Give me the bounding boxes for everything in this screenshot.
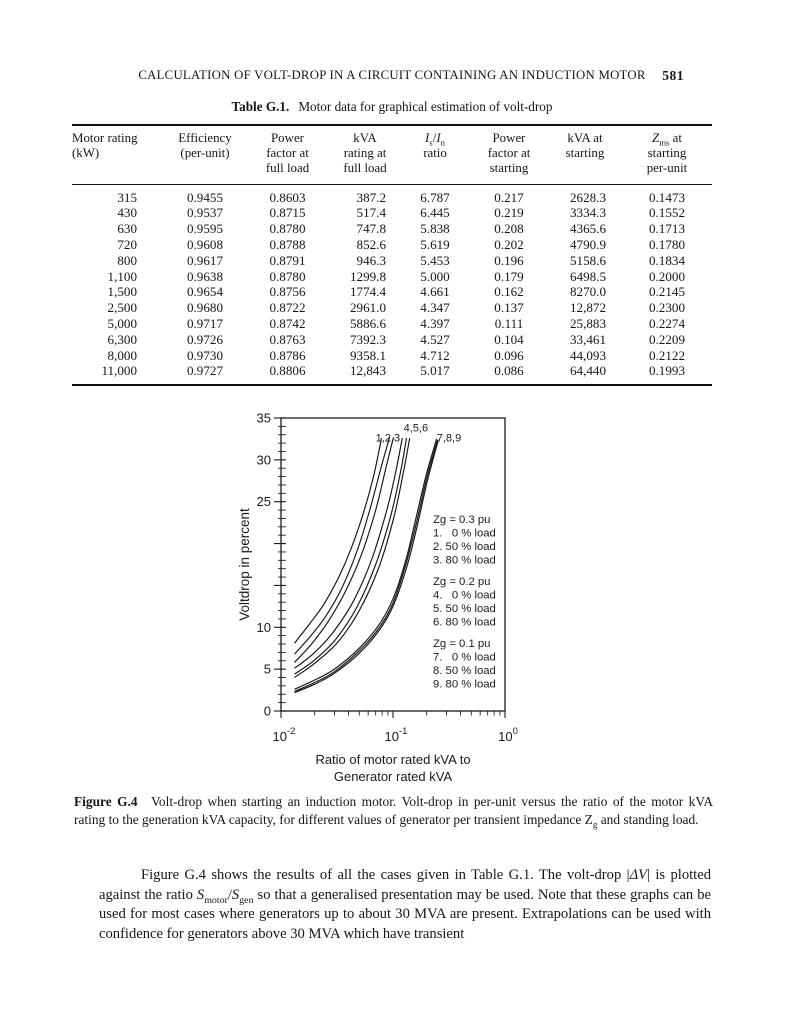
table-cell: 0.9608 <box>186 237 223 252</box>
y-axis-title: Voltdrop in percent <box>237 508 252 621</box>
legend-title: Zg = 0.1 pu <box>433 638 491 650</box>
x-axis <box>273 711 518 784</box>
table-cell: 6.787 <box>420 189 450 205</box>
table-cell: 0.9727 <box>186 363 223 379</box>
table-cell: 0.9617 <box>186 252 223 268</box>
table-cell: 0.208 <box>494 221 524 237</box>
legend-item: 9. 80 % load <box>433 678 496 691</box>
x-axis-title: Generator rated kVA <box>333 769 453 784</box>
table-cell: 4365.6 <box>569 221 606 237</box>
table-cell: 4.397 <box>420 315 450 331</box>
column-header: kVA at starting <box>548 125 622 184</box>
table-cell: 0.219 <box>494 205 524 221</box>
table-cell: 0.9680 <box>186 300 223 316</box>
curve-4 <box>295 438 403 668</box>
table-cell: 11,000 <box>101 363 137 379</box>
curve-group-label: 4,5,6 <box>403 422 429 435</box>
table-cell: 0.9726 <box>186 331 223 347</box>
table-cell: 25,883 <box>569 315 606 331</box>
table-cell: 0.9455 <box>186 189 223 205</box>
page-title: CALCULATION OF VOLT-DROP IN A CIRCUIT CONTAINING AN INDUCTION MOTOR <box>138 68 646 82</box>
legend <box>433 514 496 691</box>
motor-data-table <box>72 124 712 386</box>
table-cell: 12,872 <box>569 300 606 316</box>
page-number: 581 <box>662 68 684 83</box>
table-cell: 33,461 <box>569 331 606 347</box>
table-cell: 1,100 <box>107 268 137 284</box>
table-cell: 0.9638 <box>186 268 223 284</box>
y-tick-label: 25 <box>256 494 271 510</box>
table-cell: 0.104 <box>494 331 524 347</box>
table-cell: 4.347 <box>420 300 450 316</box>
figure-chart-svg <box>230 403 578 795</box>
table-cell: 4790.9 <box>569 237 606 252</box>
table-cell: 5.000 <box>420 268 450 284</box>
column-header: kVA rating at full load <box>330 125 400 184</box>
table-title-text: Motor data for graphical estimation of volt-drop <box>298 99 553 114</box>
table-cell: 44,093 <box>569 347 606 363</box>
table-cell: 5.619 <box>420 237 450 252</box>
legend-item: 5. 50 % load <box>433 603 496 615</box>
table-cell: 0.1834 <box>648 252 685 268</box>
x-axis-title: Ratio of motor rated kVA to <box>315 752 471 767</box>
legend-item: 8. 50 % load <box>433 665 496 677</box>
table-cell: 0.202 <box>494 237 524 252</box>
column-header: $Z_{ms}$ at starting per-unit <box>622 125 712 184</box>
table-cell: 7392.3 <box>349 331 386 347</box>
table-cell: 0.8780 <box>269 221 306 237</box>
table-cell: 0.2122 <box>648 347 685 363</box>
legend-item: 7. 0 % load <box>433 651 496 664</box>
curve-5 <box>295 438 407 674</box>
table-cell: 0.1713 <box>648 221 685 237</box>
y-tick-label: 5 <box>263 661 271 677</box>
table-cell: 4.661 <box>420 284 450 300</box>
table-cell: 4.527 <box>420 331 450 347</box>
curve-group-labels <box>376 422 462 444</box>
table-cell: 0.137 <box>494 300 524 316</box>
y-axis <box>237 411 286 719</box>
y-tick-label: 10 <box>256 619 271 635</box>
table-cell: 0.8722 <box>269 300 306 316</box>
table-cell: 0.086 <box>494 363 524 379</box>
curve-9 <box>295 441 439 693</box>
table-cell: 2961.0 <box>349 300 386 316</box>
table-cell: 3334.3 <box>569 205 606 221</box>
table-cell: 747.8 <box>356 221 386 237</box>
table-cell: 5.453 <box>420 252 450 268</box>
table-cell: 0.096 <box>494 347 524 363</box>
table-cell: 0.2145 <box>648 284 685 300</box>
table-cell: 0.8763 <box>269 331 306 347</box>
table-cell: 0.8756 <box>269 284 306 300</box>
figure-g4 <box>230 403 578 795</box>
table-cell: 517.4 <box>356 205 386 221</box>
column-header: Efficiency (per-unit) <box>165 125 245 184</box>
table-cell: 852.6 <box>356 237 386 252</box>
table-cell: 0.2300 <box>648 300 685 316</box>
legend-item: 4. 0 % load <box>433 589 496 602</box>
table-cell: 0.8742 <box>269 315 306 331</box>
table-title <box>72 99 712 115</box>
y-tick-label: 30 <box>256 452 271 468</box>
table-cell: 4.712 <box>420 347 450 363</box>
table-cell: 9358.1 <box>349 347 386 363</box>
table-header-row <box>72 125 712 184</box>
table-cell: 720 <box>117 237 137 252</box>
motor-table-body <box>72 184 712 384</box>
curve-8 <box>295 440 438 692</box>
table-cell: 0.1993 <box>648 363 685 379</box>
column-header: $I_s/I_n$ ratio <box>400 125 470 184</box>
table-cell: 0.1473 <box>648 189 685 205</box>
legend-title: Zg = 0.3 pu <box>433 514 491 526</box>
table-cell: 800 <box>117 252 137 268</box>
table-cell: 315 <box>117 189 137 205</box>
table-cell: 0.8780 <box>269 268 306 284</box>
x-tick-label: $10^{-1}$ <box>384 726 408 744</box>
legend-item: 6. 80 % load <box>433 616 496 629</box>
curves <box>295 437 439 692</box>
table-cell: 8270.0 <box>569 284 606 300</box>
table-row <box>72 205 712 221</box>
table-cell: 0.217 <box>494 189 524 205</box>
table-row <box>72 300 712 316</box>
legend-item: 1. 0 % load <box>433 527 496 540</box>
column-header: Power factor at full load <box>245 125 330 184</box>
table-row <box>72 184 712 205</box>
table-cell: 0.2000 <box>648 268 685 284</box>
figure-caption: Figure G.4 Volt-drop when starting an induction motor. Volt-drop in per-unit versus the ratio of the motor kVA rating to the generation kVA capacity, for different values of generator per transient impedance $Z_g$ and standing load. <box>74 794 713 830</box>
table-row <box>72 331 712 347</box>
table-cell: 0.9595 <box>186 221 223 237</box>
table-cell: 0.1552 <box>648 205 685 221</box>
table-cell: 0.8715 <box>269 205 306 221</box>
table-cell: 5,000 <box>107 315 137 331</box>
table-cell: 5158.6 <box>569 252 606 268</box>
table-cell: 0.8788 <box>269 237 306 252</box>
legend-item: 3. 80 % load <box>433 554 496 567</box>
legend-title: Zg = 0.2 pu <box>433 576 491 588</box>
x-tick-label: $10^{-2}$ <box>272 726 296 744</box>
table-cell: 0.1780 <box>648 237 685 252</box>
table-cell: 630 <box>117 221 137 237</box>
table-cell: 5886.6 <box>349 315 386 331</box>
table-label: Table G.1. <box>231 99 290 114</box>
x-tick-label: $10^0$ <box>498 726 518 744</box>
body-paragraph: Figure G.4 shows the results of all the cases given in Table G.1. The volt-drop |ΔV| is plotted against the ratio $S_{motor}/S_{gen}$ so that a generalised presentation may be used. Note that these graphs can be used for most cases where generators up to about 30 MVA are present. Extrapolations can be used with confidence for generators above 30 MVA which have transient <box>99 867 712 942</box>
table-cell: 387.2 <box>356 189 386 205</box>
table-cell: 946.3 <box>356 252 386 268</box>
table-row <box>72 268 712 284</box>
table-cell: 1,500 <box>107 284 137 300</box>
table-row <box>72 284 712 300</box>
curve-1 <box>295 438 382 643</box>
table-row <box>72 363 712 385</box>
column-header: Motor rating (kW) <box>72 125 165 184</box>
table-cell: 0.9537 <box>186 205 223 221</box>
y-tick-label: 0 <box>263 703 271 719</box>
curve-group-label: 7,8,9 <box>436 432 462 445</box>
table-cell: 1299.8 <box>349 268 386 284</box>
table-cell: 0.8791 <box>269 252 306 268</box>
legend-item: 2. 50 % load <box>433 541 496 553</box>
table-cell: 0.9730 <box>186 347 223 363</box>
column-header: Power factor at starting <box>470 125 548 184</box>
table-cell: 8,000 <box>107 347 137 363</box>
y-tick-label: 35 <box>256 410 271 426</box>
table-cell: 0.9654 <box>186 284 223 300</box>
table-cell: 2628.3 <box>569 189 606 205</box>
table-row <box>72 253 712 269</box>
table-row <box>72 347 712 363</box>
table-cell: 5.838 <box>420 221 450 237</box>
table-cell: 5.017 <box>420 363 450 379</box>
table-cell: 0.162 <box>494 284 524 300</box>
table-cell: 6,300 <box>107 331 137 347</box>
table-cell: 6498.5 <box>569 268 606 284</box>
table-cell: 0.2274 <box>648 315 685 331</box>
table-cell: 0.179 <box>494 268 524 284</box>
table-cell: 430 <box>117 205 137 221</box>
table-cell: 0.8786 <box>269 347 306 363</box>
table-cell: 0.196 <box>494 252 524 268</box>
table-row <box>72 316 712 332</box>
table-cell: 1774.4 <box>349 284 386 300</box>
curve-6 <box>295 438 410 677</box>
running-head <box>72 68 712 83</box>
curve-group-label: 1,2,3 <box>375 432 401 445</box>
table-cell: 0.111 <box>494 315 524 331</box>
table-cell: 6.445 <box>420 205 450 221</box>
table-row <box>72 221 712 237</box>
table-cell: 0.2209 <box>648 331 685 347</box>
table-cell: 12,843 <box>349 363 386 379</box>
table-cell: 0.9717 <box>186 315 223 331</box>
table-cell: 64,440 <box>569 363 606 379</box>
table-cell: 0.8806 <box>269 363 306 379</box>
table-cell: 2,500 <box>107 300 137 316</box>
table-row <box>72 237 712 253</box>
table-cell: 0.8603 <box>269 189 306 205</box>
